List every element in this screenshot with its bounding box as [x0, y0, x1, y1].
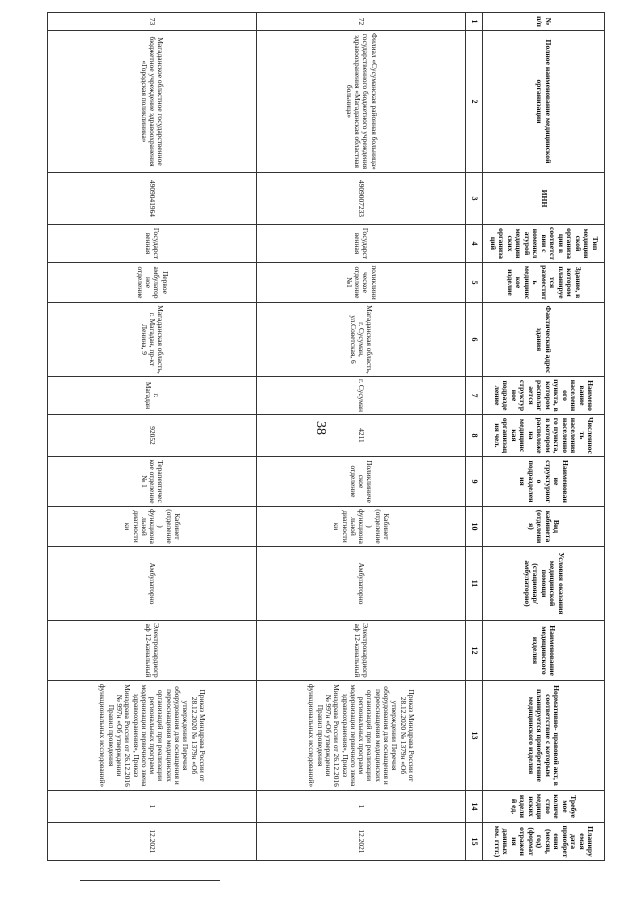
rotated-table-content: [47, 12, 605, 860]
column-number: 1: [466, 13, 483, 31]
header-cell-13: Нормативно- правовой акт, в соответствие с которым планируется приобретение медицинского изделия: [483, 681, 605, 791]
legal-act: Приказ Минздрава России от 28.12.2020 № 1379н «Об утверждении Перечня оборудования для оснащения и переоснащения медицинских организаций при реализации региональных программ модернизации первичного звена здравоохранения», Приказ Минздрава России от 26.12.2016 № 997н «Об утверждении Правил проведения функциональных исследований»: [48, 681, 257, 791]
column-number: 9: [466, 457, 483, 507]
table-row: [48, 13, 257, 861]
header-cell-4: Тип медицинской организации в соответствии с номенклатурой медицинских организаций: [483, 225, 605, 263]
column-number: 7: [466, 377, 483, 415]
settlement-name: г. Сусуман: [257, 377, 466, 415]
column-number: 14: [466, 791, 483, 823]
purchase-date: 12.2021: [257, 823, 466, 861]
header-cell-9: Наименование структурного подразделения: [483, 457, 605, 507]
purchase-date: 12.2021: [48, 823, 257, 861]
device-name: Электрокардиограф 12-канальный: [48, 621, 257, 681]
building-address: Магаданская область, г. Сусуман, ул.Советская, 6: [257, 303, 466, 377]
page-number: 38: [313, 421, 328, 435]
header-cell-8: Численность населения населенного пункта, в котором расположена медицинская организация чел.: [483, 415, 605, 457]
inn-value: 4909041964: [48, 173, 257, 225]
building-address: Магаданская область, г. Магадан, пр-кт Ленина, 9: [48, 303, 257, 377]
legal-act: Приказ Минздрава России от 28.12.2020 № 1379н «Об утверждении Перечня оборудования для оснащения и переоснащения медицинских организаций при реализации региональных программ модернизации первичного звена здравоохранения», Приказ Минздрава России от 26.12.2016 № 997н «Об утверждении Правил проведения функциональных исследований»: [257, 681, 466, 791]
care-conditions: Амбулаторно: [257, 547, 466, 621]
inn-value: 4909007233: [257, 173, 466, 225]
header-cell-15: Планируемая дата приобретения (месяц, год) (формат отражения данных мм. гггг.): [483, 823, 605, 861]
header-cell-14: Требуемое количество медицинских изделий ед.: [483, 791, 605, 823]
device-quantity: 1: [48, 791, 257, 823]
device-quantity: 1: [257, 791, 466, 823]
row-number: 72: [257, 13, 466, 31]
population-value: 4211: [257, 415, 466, 457]
column-number: 6: [466, 303, 483, 377]
header-cell-10: Вид кабинета (отделения): [483, 507, 605, 547]
rotated-table-wrapper: [47, 12, 605, 860]
column-number: 13: [466, 681, 483, 791]
population-value: 92052: [48, 415, 257, 457]
cabinet-type: Кабинет (отделение) функциональной диагностики: [257, 507, 466, 547]
column-number: 8: [466, 415, 483, 457]
table-row: [257, 13, 466, 861]
header-cell-5: Здание, в котором планируется разместить медицинское изделие: [483, 263, 605, 303]
care-conditions: Амбулаторно: [48, 547, 257, 621]
column-number: 3: [466, 173, 483, 225]
column-number: 12: [466, 621, 483, 681]
column-number: 11: [466, 547, 483, 621]
subdivision-name: Поликлиническое отделение: [257, 457, 466, 507]
column-number: 10: [466, 507, 483, 547]
cabinet-type: Кабинет (отделение) функциональной диагностики: [48, 507, 257, 547]
header-cell-3: ИНН: [483, 173, 605, 225]
header-cell-6: Фактический адрес здания: [483, 303, 605, 377]
equipment-table: [47, 12, 605, 861]
subdivision-name: Терапевтическое отделение № 1: [48, 457, 257, 507]
organization-name: Филиал «Сусуманская районная больница» государственного бюджетного учреждения здравоохранения «Магаданская областная больница»: [257, 31, 466, 173]
table-header-row: [483, 13, 605, 861]
header-cell-7: Наименование населенного пункта, в котором располагается структурное подразделение: [483, 377, 605, 415]
footnote-separator-line: [80, 880, 220, 881]
header-cell-2: Полное наименование медицинской организации: [483, 31, 605, 173]
organization-type: Государственная: [257, 225, 466, 263]
row-number: 73: [48, 13, 257, 31]
column-number: 5: [466, 263, 483, 303]
settlement-name: г. Магадан: [48, 377, 257, 415]
column-number: 15: [466, 823, 483, 861]
header-cell-12: Наименование медицинского изделия: [483, 621, 605, 681]
device-name: Электрокардиограф 12-канальный: [257, 621, 466, 681]
building-name: Первое амбулаторное отделение: [48, 263, 257, 303]
column-number: 2: [466, 31, 483, 173]
organization-name: Магаданское областное государственное бюджетное учреждение здравоохранения «Городская поликлиника»: [48, 31, 257, 173]
header-cell-11: Условия оказания медицинской помощи (стационар/амбулаторно): [483, 547, 605, 621]
column-number-row: [466, 13, 483, 861]
building-name: поликлиническое отделение №1: [257, 263, 466, 303]
organization-type: Государственная: [48, 225, 257, 263]
header-cell-1: № п/п: [483, 13, 605, 31]
column-number: 4: [466, 225, 483, 263]
